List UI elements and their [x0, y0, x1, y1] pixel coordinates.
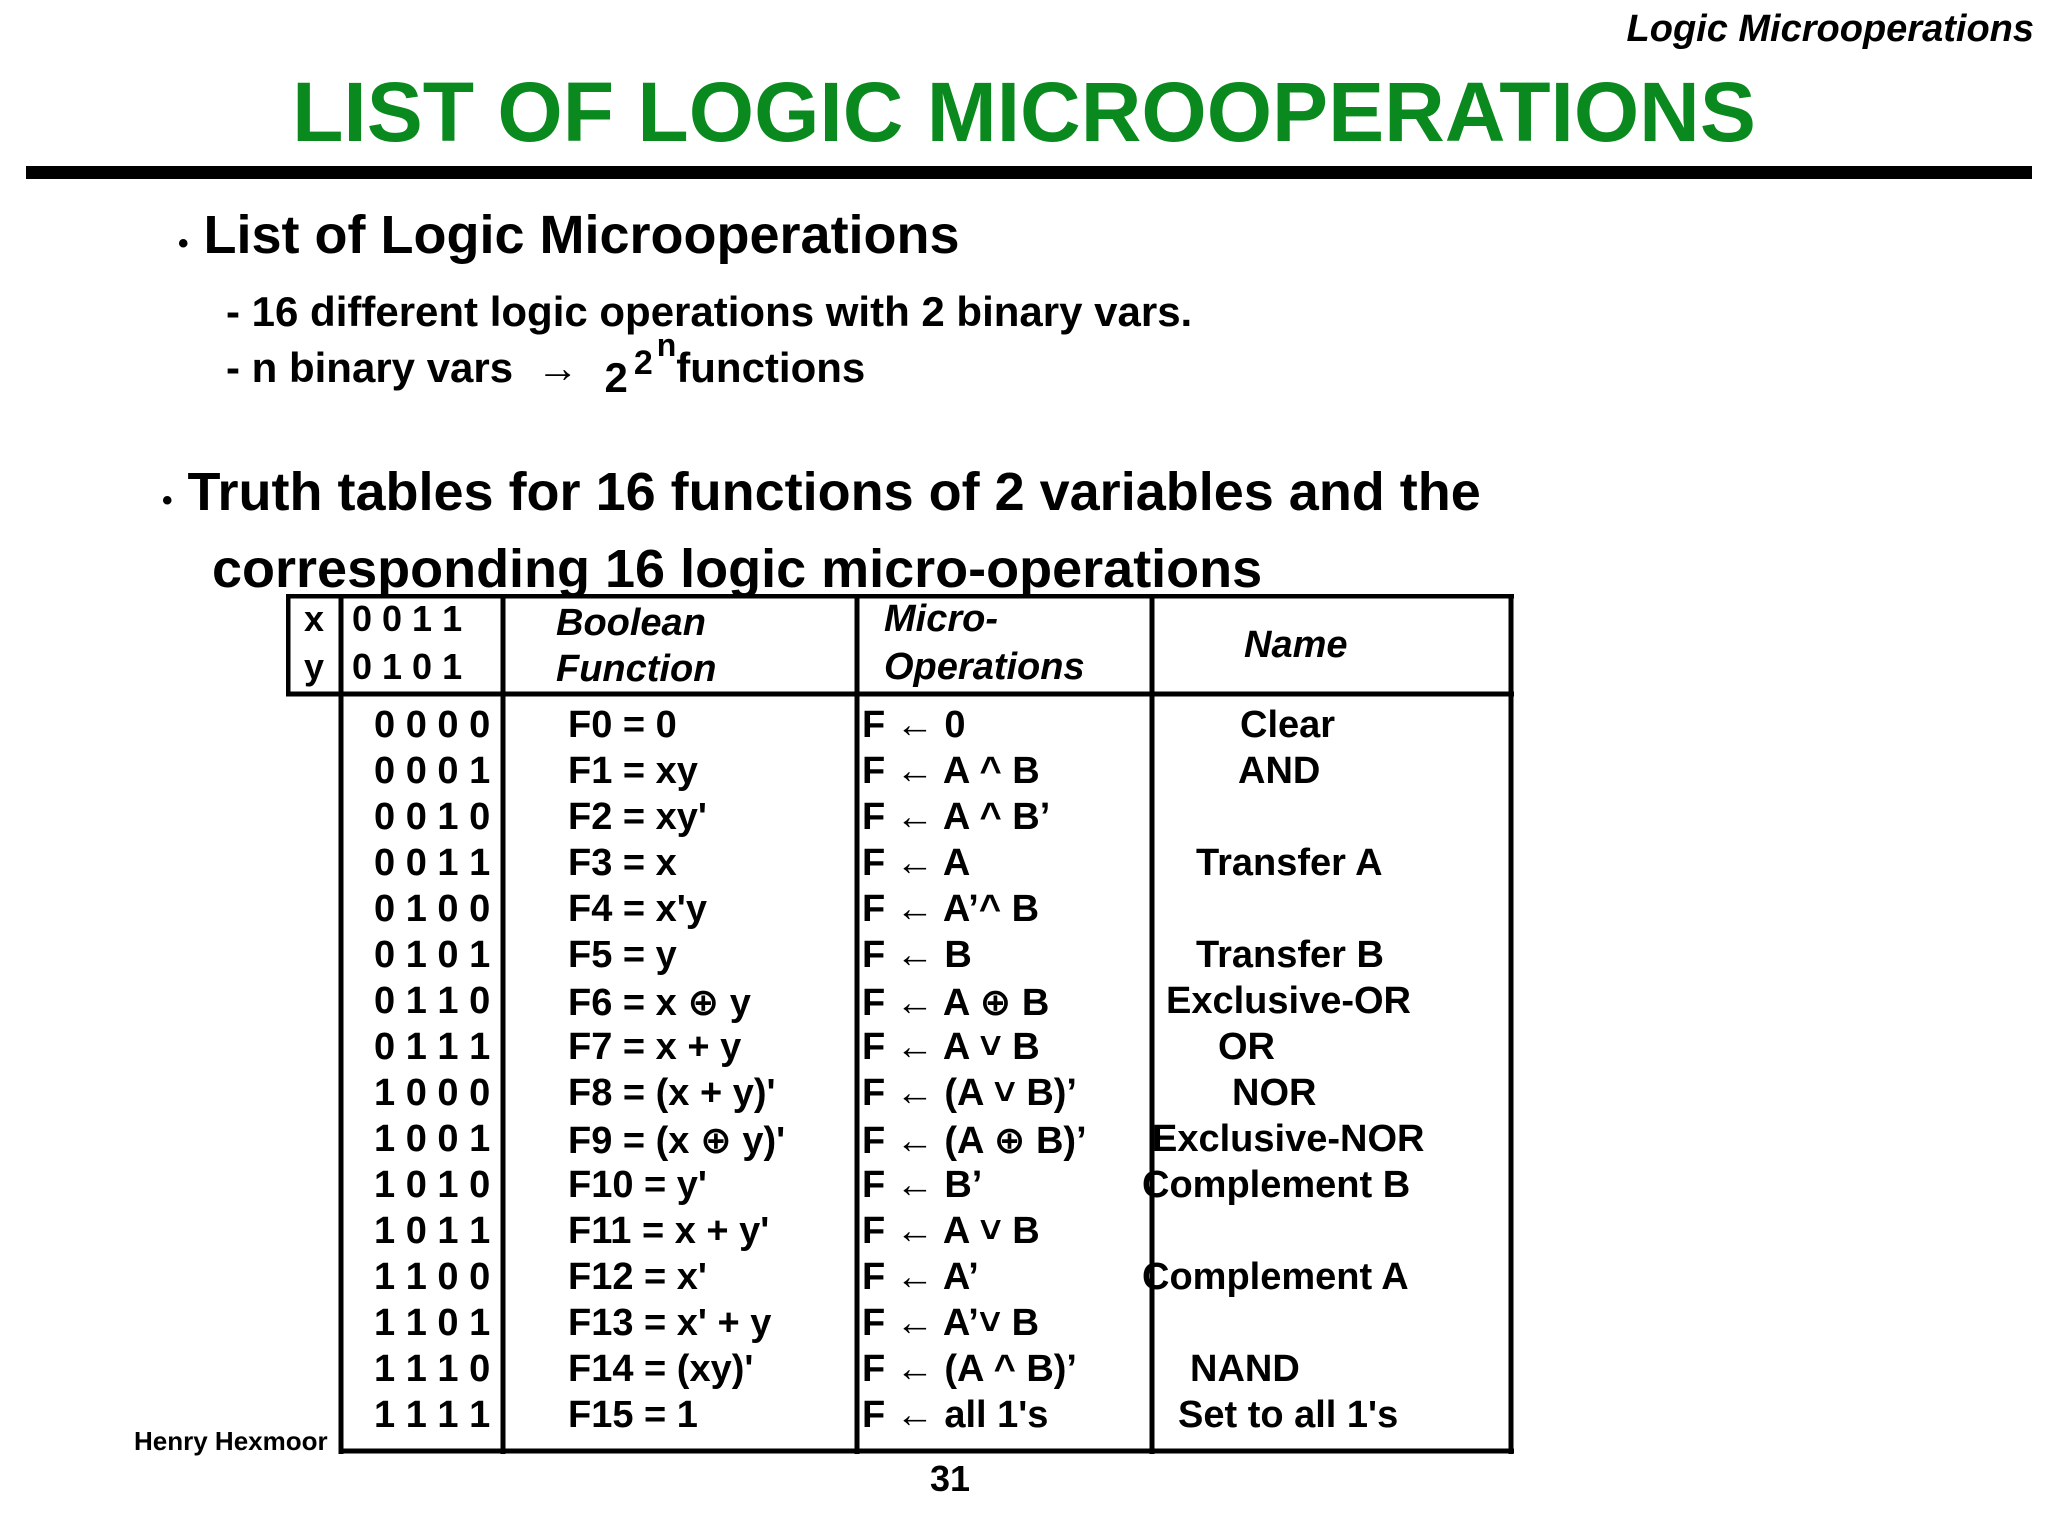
sub-bullet-n-vars: [226, 327, 866, 401]
truth-bits: 1 0 1 0: [374, 1164, 491, 1206]
operation-name: Transfer A: [1196, 842, 1383, 884]
col-header-boolean: Boolean: [556, 602, 706, 644]
operation-name: OR: [1218, 1026, 1275, 1068]
formula-exponent: 2: [633, 344, 653, 382]
col-header-operations: Operations: [884, 646, 1085, 688]
micro-operation: F ← (A ˅ B)’: [862, 1072, 1077, 1114]
boolean-function: F2 = xy': [568, 796, 707, 838]
truth-bits: 1 0 1 1: [374, 1210, 491, 1252]
truth-bits: 0 1 0 1: [374, 934, 491, 976]
truth-bits: 1 1 1 1: [374, 1394, 491, 1436]
micro-operation: F ← A ⊕ B: [862, 982, 1050, 1024]
micro-operation: F ← A’˅ B: [862, 1302, 1040, 1344]
bullet-icon: •: [178, 227, 189, 260]
operation-name: Complement A: [1142, 1256, 1409, 1298]
operation-name: Exclusive-OR: [1166, 980, 1411, 1022]
operation-name: Set to all 1's: [1178, 1394, 1399, 1436]
operation-name: NAND: [1190, 1348, 1300, 1390]
bullet-icon: •: [162, 484, 173, 517]
operation-name: AND: [1238, 750, 1321, 792]
truth-bits: 0 0 0 0: [374, 704, 491, 746]
micro-operation: F ← (A ^ B)’: [862, 1348, 1077, 1390]
col-header-name: Name: [1244, 624, 1348, 666]
y-label: y: [304, 646, 325, 687]
truth-bits: 0 0 1 0: [374, 796, 491, 838]
micro-operation: F ← A ^ B’: [862, 796, 1051, 838]
micro-operation: F ← B’: [862, 1164, 983, 1206]
x-label: x: [304, 598, 325, 639]
boolean-function: F0 = 0: [568, 704, 677, 746]
micro-operation: F ← A ˅ B: [862, 1026, 1040, 1068]
operation-name: Transfer B: [1196, 934, 1384, 976]
truth-bits: 0 1 0 0: [374, 888, 491, 930]
micro-operation: F ← A’^ B: [862, 888, 1040, 930]
slide-title: LIST OF LOGIC MICROOPERATIONS: [292, 65, 1756, 159]
truth-bits: 0 0 1 1: [374, 842, 491, 884]
truth-bits: 0 0 0 1: [374, 750, 491, 792]
boolean-function: F7 = x + y: [568, 1026, 742, 1068]
operation-name: Complement B: [1142, 1164, 1411, 1206]
truth-bits: 0 1 1 1: [374, 1026, 491, 1068]
operation-name: Exclusive-NOR: [1152, 1118, 1425, 1160]
boolean-function: F12 = x': [568, 1256, 707, 1298]
bullet-truth-tables: [162, 458, 1481, 604]
boolean-function: F6 = x ⊕ y: [568, 982, 751, 1024]
boolean-function: F8 = (x + y)': [568, 1072, 776, 1114]
sub-bullet-16-operations: - 16 different logic operations with 2 binary vars.: [226, 288, 1193, 335]
boolean-function: F11 = x + y': [568, 1210, 770, 1252]
boolean-function: F5 = y: [568, 934, 677, 976]
col-header-micro: Micro-: [884, 598, 998, 640]
micro-operation: F ← A ^ B: [862, 750, 1040, 792]
right-arrow-icon: →: [536, 344, 579, 391]
truth-bits: 1 1 0 1: [374, 1302, 491, 1344]
truth-table: [286, 594, 1514, 1454]
truth-bits: 1 1 1 0: [374, 1348, 491, 1390]
boolean-function: F15 = 1: [568, 1394, 698, 1436]
boolean-function: F14 = (xy)': [568, 1348, 754, 1390]
boolean-function: F10 = y': [568, 1164, 707, 1206]
boolean-function: F1 = xy: [568, 750, 698, 792]
boolean-function: F9 = (x ⊕ y)': [568, 1120, 786, 1162]
micro-operation: F ← A: [862, 842, 971, 884]
col-header-function: Function: [556, 648, 717, 690]
micro-operation: F ← A ˅ B: [862, 1210, 1040, 1252]
boolean-function: F4 = x'y: [568, 888, 707, 930]
truth-bits: 0 1 1 0: [374, 980, 491, 1022]
micro-operation: F ← (A ⊕ B)’: [862, 1120, 1087, 1162]
x-values: 0 0 1 1: [352, 598, 463, 639]
boolean-function: F13 = x' + y: [568, 1302, 772, 1344]
truth-bits: 1 1 0 0: [374, 1256, 491, 1298]
operation-name: Clear: [1240, 704, 1336, 746]
page-number: 31: [930, 1458, 971, 1499]
formula-exponent-n: n: [656, 327, 677, 363]
footer-author: Henry Hexmoor: [134, 1426, 328, 1456]
bullet-line-2: corresponding 16 logic micro-operations: [212, 539, 1263, 599]
bullet-line-1: Truth tables for 16 functions of 2 variables and the: [187, 462, 1481, 522]
truth-bits: 1 0 0 0: [374, 1072, 491, 1114]
operation-name: NOR: [1232, 1072, 1317, 1114]
y-values: 0 1 0 1: [352, 646, 463, 687]
micro-operation: F ← B: [862, 934, 972, 976]
boolean-function: F3 = x: [568, 842, 677, 884]
header-title: Logic Microoperations: [1626, 8, 2034, 50]
bullet-text: List of Logic Microoperations: [203, 205, 960, 265]
micro-operation: F ← A’: [862, 1256, 979, 1298]
bullet-list-logic-microoperations: [178, 204, 960, 266]
micro-operation: F ← 0: [862, 704, 966, 746]
formula-base: 2: [604, 354, 628, 401]
title-divider: [26, 166, 2032, 179]
sub-bullet-suffix: functions: [676, 344, 866, 391]
truth-bits: 1 0 0 1: [374, 1118, 491, 1160]
sub-bullet-prefix: - n binary vars: [226, 344, 514, 391]
micro-operation: F ← all 1's: [862, 1394, 1049, 1436]
